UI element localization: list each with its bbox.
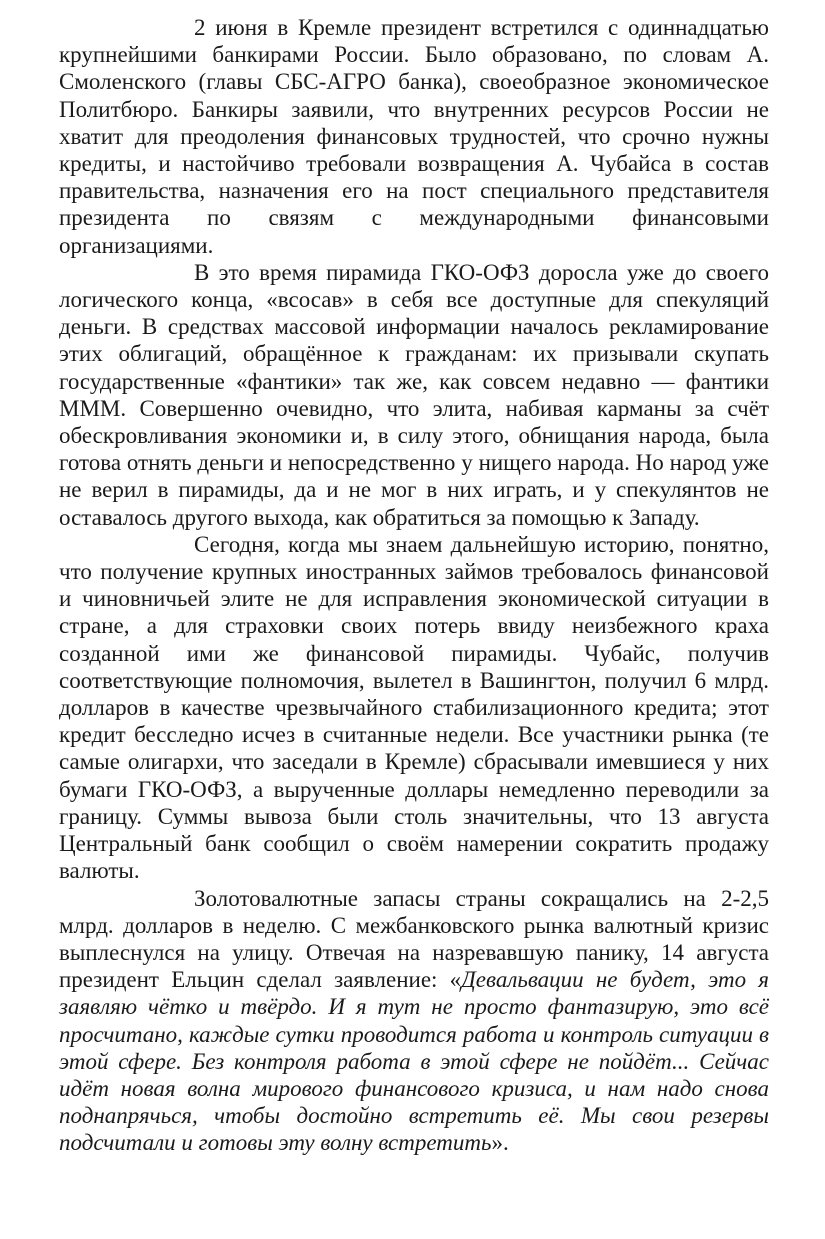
paragraph-3: Сегодня, когда мы знаем дальнейшую историю, понятно, что получение крупных иностранных займов требовалось финансовой и чиновничьей элите не для исправления экономической ситуации в стране, а для страховки своих потерь ввиду неизбежного краха созданной ими же финансовой пирамиды. Чубайс, получив соответствующие полномочия, вылетел в Вашингтон, получил 6 млрд. долларов в качестве чрезвычайного стабилизационного кредита; этот кредит бесследно исчез в считанные недели. Все участники рынка (те самые олигархи, что заседали в Кремле) сбрасывали имевшиеся у них бумаги ГКО-ОФЗ, а вырученные доллары немедленно переводили за границу. Суммы вывоза были столь значительны, что 13 августа Центральный банк сообщил о своём намерении сократить продажу валюты. — [59, 531, 769, 884]
paragraph-4-closing-text: ». — [491, 1130, 509, 1156]
paragraph-2: В это время пирамида ГКО-ОФЗ доросла уже до своего логического конца, «всосав» в себя все доступные для спекуляций деньги. В средствах массовой информации началось рекламирование этих облигаций, обращённое к гражданам: их призывали скупать государственные «фантики» так же, как совсем недавно — фантики МММ. Совершенно очевидно, что элита, набивая карманы за счёт обескровливания экономики и, в силу этого, обнищания народа, была готова отнять деньги и непосредственно у нищего народа. Но народ уже не верил в пирамиды, да и не мог в них играть, и у спекулянтов не оставалось другого выхода, как обратиться за помощью к Западу. — [59, 259, 769, 530]
paragraph-4 — [59, 885, 769, 1157]
paragraph-4-lead-text: Золотовалютные запасы страны сокращались на 2-2,5 млрд. долларов в неделю. С межбанковского рынка валютный кризис выплеснулся на улицу. Отвечая на назревавшую панику, 14 августа президент Ельцин сделал заявление: « — [59, 885, 769, 993]
paragraph-1: 2 июня в Кремле президент встретился с одиннадцатью крупнейшими банкирами России. Было образовано, по словам А. Смоленского (главы СБС-АГРО банка), своеобразное экономическое Политбюро. Банкиры заявили, что внутренних ресурсов России не хватит для преодоления финансовых трудностей, что срочно нужны кредиты, и настойчиво требовали возвращения А. Чубайса в состав правительства, назначения его на пост специального представителя президента по связям с международными финансовыми организациями. — [59, 15, 769, 258]
document-page — [59, 14, 769, 1157]
yeltsin-quote: Девальвации не будет, это я заявляю чётко и твёрдо. И я тут не просто фантазирую, это всё просчитано, каждые сутки проводится работа и контроль ситуации в этой сфере. Без контроля работа в этой сфере не пойдёт... Сейчас идёт новая волна мирового финансового кризиса, и нам надо снова поднапрячься, чтобы достойно встретить её. Мы свои резервы подсчитали и готовы эту волну встретить — [59, 967, 769, 1156]
